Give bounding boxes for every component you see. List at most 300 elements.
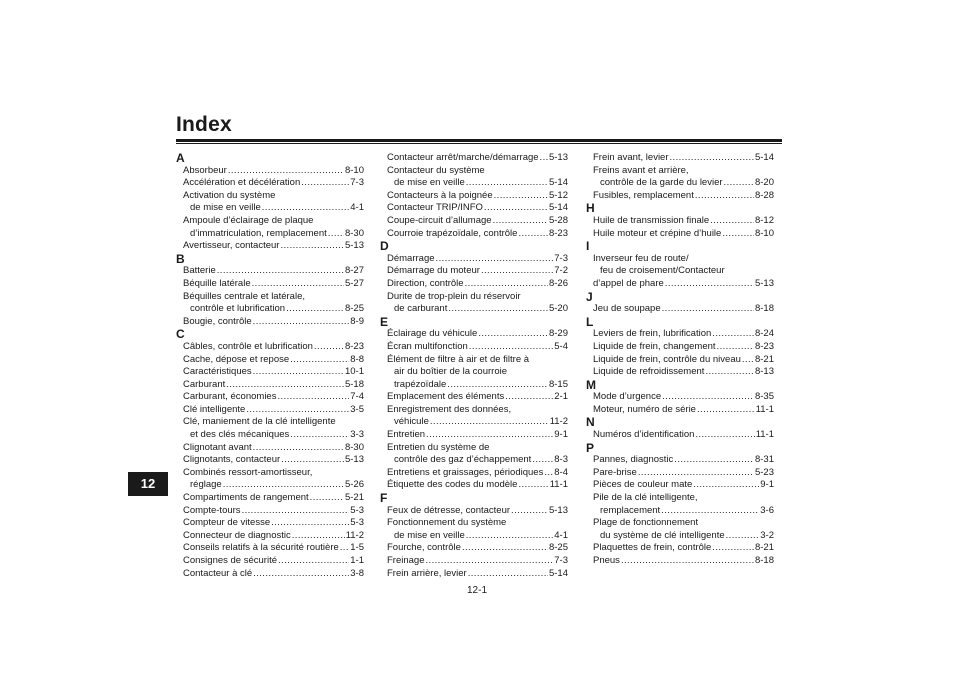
dot-leader bbox=[426, 429, 553, 442]
index-entry-text: Activation du système bbox=[183, 189, 276, 201]
index-entry bbox=[176, 391, 364, 404]
index-entry-page: 8-3 bbox=[554, 454, 568, 466]
index-entry-text: Fusibles, remplacement bbox=[593, 189, 694, 201]
index-entry bbox=[176, 404, 364, 417]
index-entry-text: Consignes de sécurité bbox=[183, 555, 277, 566]
dot-leader bbox=[262, 202, 350, 215]
dot-leader bbox=[253, 568, 349, 581]
index-entry-text: Entretien du système de bbox=[387, 441, 490, 453]
index-entry bbox=[586, 341, 774, 354]
index-entry-text: Entretien bbox=[387, 429, 426, 441]
index-letter-heading: E bbox=[380, 314, 389, 329]
index-entry-page: 8-30 bbox=[344, 227, 364, 239]
index-entry-text: feu de croisement/Contacteur bbox=[600, 265, 725, 277]
dot-leader bbox=[246, 404, 349, 417]
index-entry-text: Connecteur de diagnostic bbox=[183, 529, 291, 541]
index-entry-page: 7-3 bbox=[554, 555, 568, 566]
index-entry bbox=[380, 429, 568, 442]
index-entry-page: 5-4 bbox=[554, 340, 568, 352]
index-entry bbox=[380, 228, 568, 241]
dot-leader bbox=[481, 265, 553, 278]
index-entry-page: 8-23 bbox=[548, 227, 568, 239]
dot-leader bbox=[695, 429, 754, 442]
index-entry-page: 5-14 bbox=[754, 152, 774, 163]
dot-leader bbox=[726, 530, 760, 543]
index-entry-text: Pièces de couleur mate bbox=[593, 479, 693, 491]
dot-leader bbox=[281, 454, 344, 467]
index-entry bbox=[380, 505, 568, 518]
index-entry-text: contrôle et lubrification bbox=[190, 303, 286, 315]
dot-leader bbox=[271, 517, 349, 530]
index-entry-text: Freinage bbox=[387, 555, 425, 566]
index-entry-page: 11-2 bbox=[345, 529, 364, 541]
index-entry-text: Clé intelligente bbox=[183, 403, 246, 415]
index-entry-page: 8-25 bbox=[548, 542, 568, 554]
index-entry bbox=[380, 165, 568, 178]
index-entry-page: 5-14 bbox=[548, 202, 568, 214]
dot-leader bbox=[462, 542, 548, 555]
index-entry bbox=[586, 278, 774, 291]
index-entry-text: Huile de transmission finale bbox=[593, 214, 710, 226]
index-entry-text: Étiquette des codes du modèle bbox=[387, 479, 518, 491]
index-entry-text: Entretiens et graissages, périodiques bbox=[387, 466, 544, 478]
index-entry bbox=[586, 328, 774, 341]
index-entry bbox=[380, 253, 568, 266]
index-entry-page: 8-35 bbox=[754, 391, 774, 403]
index-entry-text: Pneus bbox=[593, 555, 620, 566]
index-entry-page: 3-2 bbox=[760, 529, 774, 541]
index-entry bbox=[380, 479, 568, 492]
title-rule-thin bbox=[176, 143, 782, 144]
index-entry-text: Leviers de frein, lubrification bbox=[593, 328, 712, 340]
index-entry bbox=[176, 429, 364, 442]
index-entry bbox=[586, 492, 774, 505]
index-entry bbox=[176, 278, 364, 291]
index-entry-text: Béquilles centrale et latérale, bbox=[183, 290, 305, 302]
index-entry-text: de carburant bbox=[394, 303, 448, 315]
index-entry bbox=[586, 303, 774, 316]
index-entry bbox=[586, 366, 774, 379]
index-entry-text: Clignotant avant bbox=[183, 441, 252, 453]
dot-leader bbox=[448, 303, 548, 316]
dot-leader bbox=[310, 492, 344, 505]
index-entry-page: 3-3 bbox=[350, 429, 364, 441]
index-entry bbox=[380, 379, 568, 392]
index-entry-text: de mise en veille bbox=[190, 202, 261, 214]
dot-leader bbox=[697, 404, 755, 417]
index-entry-page: 5-13 bbox=[754, 277, 774, 289]
index-entry-text: Compte-tours bbox=[183, 504, 241, 516]
index-entry bbox=[176, 568, 364, 581]
index-entry bbox=[586, 265, 774, 278]
index-entry-page: 5-13 bbox=[344, 240, 364, 252]
index-entry bbox=[586, 555, 774, 568]
index-entry-page: 11-2 bbox=[549, 416, 568, 428]
index-entry-text: Plaquettes de frein, contrôle bbox=[593, 542, 712, 554]
index-column-2 bbox=[380, 152, 568, 580]
dot-leader bbox=[290, 354, 349, 367]
index-entry-text: Pile de la clé intelligente, bbox=[593, 492, 698, 504]
index-entry-page: 8-18 bbox=[754, 555, 774, 566]
index-entry bbox=[380, 341, 568, 354]
index-entry-text: Durite de trop-plein du réservoir bbox=[387, 290, 521, 302]
index-entry bbox=[176, 165, 364, 178]
dot-leader bbox=[478, 328, 548, 341]
index-entry-text: d’immatriculation, remplacement bbox=[190, 227, 327, 239]
dot-leader bbox=[540, 152, 548, 165]
index-entry-page: 3-5 bbox=[350, 403, 364, 415]
index-entry-text: Caractéristiques bbox=[183, 366, 252, 378]
dot-leader bbox=[301, 177, 349, 190]
index-entry-page: 5-20 bbox=[548, 303, 568, 315]
index-entry-page: 1-5 bbox=[350, 542, 364, 554]
page-title: Index bbox=[176, 113, 232, 136]
index-entry-text: Fourche, contrôle bbox=[387, 542, 461, 554]
index-entry bbox=[176, 265, 364, 278]
index-entry-text: Inverseur feu de route/ bbox=[593, 252, 689, 264]
index-entry bbox=[586, 429, 774, 442]
index-entry-page: 5-12 bbox=[548, 189, 568, 201]
index-column-3 bbox=[586, 152, 774, 568]
index-entry bbox=[176, 354, 364, 367]
index-entry-text: contrôle des gaz d’échappement bbox=[394, 454, 532, 466]
dot-leader bbox=[340, 542, 350, 555]
index-letter-heading: C bbox=[176, 327, 185, 342]
index-letter-heading: L bbox=[586, 314, 594, 329]
dot-leader bbox=[662, 303, 754, 316]
index-entry bbox=[176, 454, 364, 467]
index-entry-page: 10-1 bbox=[344, 366, 364, 378]
index-entry-text: réglage bbox=[190, 479, 222, 491]
index-entry-page: 7-3 bbox=[554, 252, 568, 264]
index-entry-text: Cache, dépose et repose bbox=[183, 353, 290, 365]
index-entry-text: Accélération et décélération bbox=[183, 177, 301, 189]
index-entry-text: Mode d’urgence bbox=[593, 391, 662, 403]
index-entry-page: 8-30 bbox=[344, 441, 364, 453]
index-entry-text: Absorbeur bbox=[183, 164, 227, 176]
dot-leader bbox=[223, 479, 344, 492]
index-entry-page: 8-13 bbox=[754, 366, 774, 378]
index-entry-text: Écran multifonction bbox=[387, 340, 468, 352]
index-entry-text: Frein avant, levier bbox=[593, 152, 669, 163]
index-entry-page: 8-20 bbox=[754, 177, 774, 189]
index-entry bbox=[586, 165, 774, 178]
index-entry-page: 8-24 bbox=[754, 328, 774, 340]
index-entry bbox=[176, 379, 364, 392]
index-entry-text: Enregistrement des données, bbox=[387, 403, 512, 415]
index-entry-page: 4-1 bbox=[554, 529, 568, 541]
dot-leader bbox=[662, 391, 754, 404]
index-entry-page: 2-1 bbox=[554, 391, 568, 403]
dot-leader bbox=[621, 555, 754, 568]
index-entry-page: 5-23 bbox=[754, 466, 774, 478]
index-entry bbox=[176, 228, 364, 241]
index-entry-text: Emplacement des éléments bbox=[387, 391, 505, 403]
index-entry-text: Contacteur TRIP/INFO bbox=[387, 202, 483, 214]
index-entry bbox=[176, 291, 364, 304]
index-entry-text: Démarrage du moteur bbox=[387, 265, 480, 277]
index-letter-heading: H bbox=[586, 201, 595, 216]
index-entry-text: du système de clé intelligente bbox=[600, 529, 725, 541]
index-entry-text: Avertisseur, contacteur bbox=[183, 240, 280, 252]
index-entry-page: 8-25 bbox=[344, 303, 364, 315]
index-entry bbox=[380, 190, 568, 203]
index-entry bbox=[176, 530, 364, 543]
index-entry-page: 3-8 bbox=[350, 567, 364, 579]
index-entry bbox=[380, 391, 568, 404]
index-entry-text: Direction, contrôle bbox=[387, 277, 464, 289]
dot-leader bbox=[695, 190, 754, 203]
index-entry-text: Compteur de vitesse bbox=[183, 517, 271, 529]
index-entry-text: Contacteur du système bbox=[387, 164, 485, 176]
index-entry-text: Liquide de frein, contrôle du niveau bbox=[593, 353, 741, 365]
index-entry bbox=[176, 316, 364, 329]
index-entry-page: 8-4 bbox=[554, 466, 568, 478]
index-letter-heading: D bbox=[380, 239, 389, 254]
index-entry bbox=[380, 177, 568, 190]
dot-leader bbox=[226, 379, 344, 392]
index-entry bbox=[176, 366, 364, 379]
dot-leader bbox=[469, 341, 553, 354]
index-entry bbox=[176, 492, 364, 505]
index-entry-page: 11-1 bbox=[755, 403, 774, 415]
index-entry-text: véhicule bbox=[394, 416, 429, 428]
index-entry-page: 4-1 bbox=[350, 202, 364, 214]
index-entry-page: 8-23 bbox=[344, 340, 364, 352]
dot-leader bbox=[466, 530, 554, 543]
dot-leader bbox=[278, 555, 349, 568]
index-entry-page: 9-1 bbox=[554, 429, 568, 441]
dot-leader bbox=[638, 467, 754, 480]
index-entry-page: 5-14 bbox=[548, 177, 568, 189]
index-entry bbox=[176, 202, 364, 215]
dot-leader bbox=[544, 467, 553, 480]
index-entry-text: Ampoule d’éclairage de plaque bbox=[183, 214, 314, 226]
index-entry bbox=[586, 253, 774, 266]
index-letter-heading: I bbox=[586, 239, 590, 254]
index-entry-text: Contacteurs à la poignée bbox=[387, 189, 493, 201]
dot-leader bbox=[518, 479, 548, 492]
index-entry bbox=[380, 278, 568, 291]
index-entry-text: Pannes, diagnostic bbox=[593, 454, 674, 466]
index-entry-page: 8-31 bbox=[754, 454, 774, 466]
dot-leader bbox=[505, 391, 553, 404]
index-entry-page: 5-13 bbox=[548, 152, 568, 163]
index-entry-text: Batterie bbox=[183, 265, 216, 277]
index-entry bbox=[176, 303, 364, 316]
index-entry-text: de mise en veille bbox=[394, 529, 465, 541]
index-entry-page: 7-3 bbox=[350, 177, 364, 189]
index-entry-text: Huile moteur et crépine d’huile bbox=[593, 227, 722, 239]
index-entry-text: Compartiments de rangement bbox=[183, 492, 309, 504]
index-entry bbox=[586, 517, 774, 530]
dot-leader bbox=[466, 177, 548, 190]
index-entry bbox=[380, 265, 568, 278]
index-column-1 bbox=[176, 152, 364, 580]
dot-leader bbox=[532, 454, 553, 467]
index-entry-text: Moteur, numéro de série bbox=[593, 403, 696, 415]
index-entry bbox=[176, 416, 364, 429]
index-entry-text: Éclairage du véhicule bbox=[387, 328, 478, 340]
dot-leader bbox=[328, 228, 344, 241]
index-entry-text: Câbles, contrôle et lubrification bbox=[183, 340, 313, 352]
index-entry bbox=[380, 530, 568, 543]
index-entry bbox=[176, 442, 364, 455]
index-entry bbox=[586, 505, 774, 518]
index-letter-heading: A bbox=[176, 151, 185, 165]
dot-leader bbox=[493, 215, 548, 228]
index-entry bbox=[380, 555, 568, 568]
index-entry bbox=[176, 479, 364, 492]
index-entry-text: Combinés ressort-amortisseur, bbox=[183, 466, 313, 478]
index-entry bbox=[586, 542, 774, 555]
index-entry-page: 8-29 bbox=[548, 328, 568, 340]
index-entry bbox=[176, 341, 364, 354]
index-entry-page: 11-1 bbox=[755, 429, 774, 441]
title-rule-thick bbox=[176, 139, 782, 142]
index-entry bbox=[176, 517, 364, 530]
index-entry-page: 8-21 bbox=[754, 542, 774, 554]
index-entry-text: de mise en veille bbox=[394, 177, 465, 189]
dot-leader bbox=[436, 253, 554, 266]
dot-leader bbox=[712, 328, 754, 341]
index-entry-text: Élément de filtre à air et de filtre à bbox=[387, 353, 530, 365]
index-entry-page: 5-18 bbox=[344, 378, 364, 390]
dot-leader bbox=[518, 228, 548, 241]
dot-leader bbox=[447, 379, 548, 392]
index-letter-heading: P bbox=[586, 440, 595, 455]
index-entry-page: 8-10 bbox=[754, 227, 774, 239]
index-entry-text: Liquide de refroidissement bbox=[593, 366, 705, 378]
index-entry-text: Fonctionnement du système bbox=[387, 517, 507, 529]
index-entry-page: 7-2 bbox=[554, 265, 568, 277]
index-entry-text: Liquide de frein, changement bbox=[593, 340, 716, 352]
index-entry-page: 8-26 bbox=[548, 277, 568, 289]
index-entry-page: 8-21 bbox=[754, 353, 774, 365]
dot-leader bbox=[674, 454, 754, 467]
dot-leader bbox=[314, 341, 344, 354]
index-entry-page: 8-23 bbox=[754, 340, 774, 352]
index-entry-text: Bougie, contrôle bbox=[183, 315, 252, 327]
dot-leader bbox=[468, 568, 548, 581]
index-entry bbox=[380, 202, 568, 215]
dot-leader bbox=[705, 366, 754, 379]
dot-leader bbox=[722, 228, 754, 241]
index-entry-text: Coupe-circuit d’allumage bbox=[387, 214, 492, 226]
index-entry-text: Freins avant et arrière, bbox=[593, 164, 689, 176]
dot-leader bbox=[465, 278, 548, 291]
index-letter-heading: J bbox=[586, 289, 593, 304]
dot-leader bbox=[217, 265, 344, 278]
dot-leader bbox=[717, 341, 754, 354]
index-entry-page: 5-13 bbox=[344, 454, 364, 466]
index-entry bbox=[586, 391, 774, 404]
index-entry bbox=[380, 442, 568, 455]
index-entry-text: Frein arrière, levier bbox=[387, 567, 467, 579]
index-entry-text: d’appel de phare bbox=[593, 277, 664, 289]
index-entry bbox=[586, 530, 774, 543]
index-entry-text: Conseils relatifs à la sécurité routière bbox=[183, 542, 339, 554]
index-letter-heading: N bbox=[586, 415, 595, 430]
index-entry bbox=[380, 152, 568, 165]
dot-leader bbox=[712, 542, 754, 555]
dot-leader bbox=[253, 442, 344, 455]
dot-leader bbox=[277, 391, 349, 404]
dot-leader bbox=[484, 202, 548, 215]
index-entry bbox=[176, 467, 364, 480]
index-letter-heading: F bbox=[380, 491, 388, 506]
index-letter-heading: M bbox=[586, 377, 596, 392]
index-entry bbox=[380, 404, 568, 417]
index-entry-text: Feux de détresse, contacteur bbox=[387, 504, 511, 516]
dot-leader bbox=[742, 354, 754, 367]
dot-leader bbox=[290, 429, 349, 442]
dot-leader bbox=[693, 479, 759, 492]
index-entry bbox=[380, 291, 568, 304]
index-entry-page: 5-3 bbox=[350, 504, 364, 516]
index-entry bbox=[586, 479, 774, 492]
dot-leader bbox=[665, 278, 754, 291]
dot-leader bbox=[292, 530, 345, 543]
index-entry bbox=[586, 404, 774, 417]
index-entry-text: Jeu de soupape bbox=[593, 303, 661, 315]
dot-leader bbox=[661, 505, 759, 518]
index-entry-page: 8-12 bbox=[754, 214, 774, 226]
index-entry-page: 8-8 bbox=[350, 353, 364, 365]
index-entry-page: 8-28 bbox=[754, 189, 774, 201]
index-letter-heading: B bbox=[176, 251, 185, 266]
index-entry bbox=[380, 416, 568, 429]
index-entry bbox=[380, 568, 568, 581]
index-entry bbox=[380, 542, 568, 555]
index-entry bbox=[586, 177, 774, 190]
dot-leader bbox=[242, 505, 350, 518]
index-entry-text: Contacteur à clé bbox=[183, 567, 253, 579]
index-entry-page: 5-26 bbox=[344, 479, 364, 491]
dot-leader bbox=[670, 152, 754, 165]
page-number: 12-1 bbox=[467, 585, 488, 596]
index-entry-page: 8-9 bbox=[350, 315, 364, 327]
index-entry-page: 5-3 bbox=[350, 517, 364, 529]
index-entry bbox=[176, 177, 364, 190]
index-entry-page: 11-1 bbox=[549, 479, 568, 491]
index-entry-page: 9-1 bbox=[760, 479, 774, 491]
index-entry bbox=[380, 517, 568, 530]
dot-leader bbox=[253, 316, 350, 329]
index-entry-text: contrôle de la garde du levier bbox=[600, 177, 723, 189]
dot-leader bbox=[286, 303, 344, 316]
index-entry-page: 7-4 bbox=[350, 391, 364, 403]
dot-leader bbox=[494, 190, 548, 203]
index-entry-text: Béquille latérale bbox=[183, 277, 251, 289]
index-entry bbox=[176, 215, 364, 228]
index-entry bbox=[380, 366, 568, 379]
dot-leader bbox=[724, 177, 754, 190]
dot-leader bbox=[511, 505, 548, 518]
index-entry bbox=[176, 555, 364, 568]
index-entry bbox=[380, 215, 568, 228]
index-entry bbox=[176, 542, 364, 555]
index-entry-page: 5-14 bbox=[548, 567, 568, 579]
dot-leader bbox=[252, 278, 344, 291]
index-entry bbox=[380, 467, 568, 480]
index-entry-text: trapézoïdale bbox=[394, 378, 447, 390]
index-entry-text: Démarrage bbox=[387, 252, 435, 264]
dot-leader bbox=[253, 366, 344, 379]
index-entry-page: 8-27 bbox=[344, 265, 364, 277]
index-entry bbox=[586, 228, 774, 241]
index-entry-text: Plage de fonctionnement bbox=[593, 517, 699, 529]
